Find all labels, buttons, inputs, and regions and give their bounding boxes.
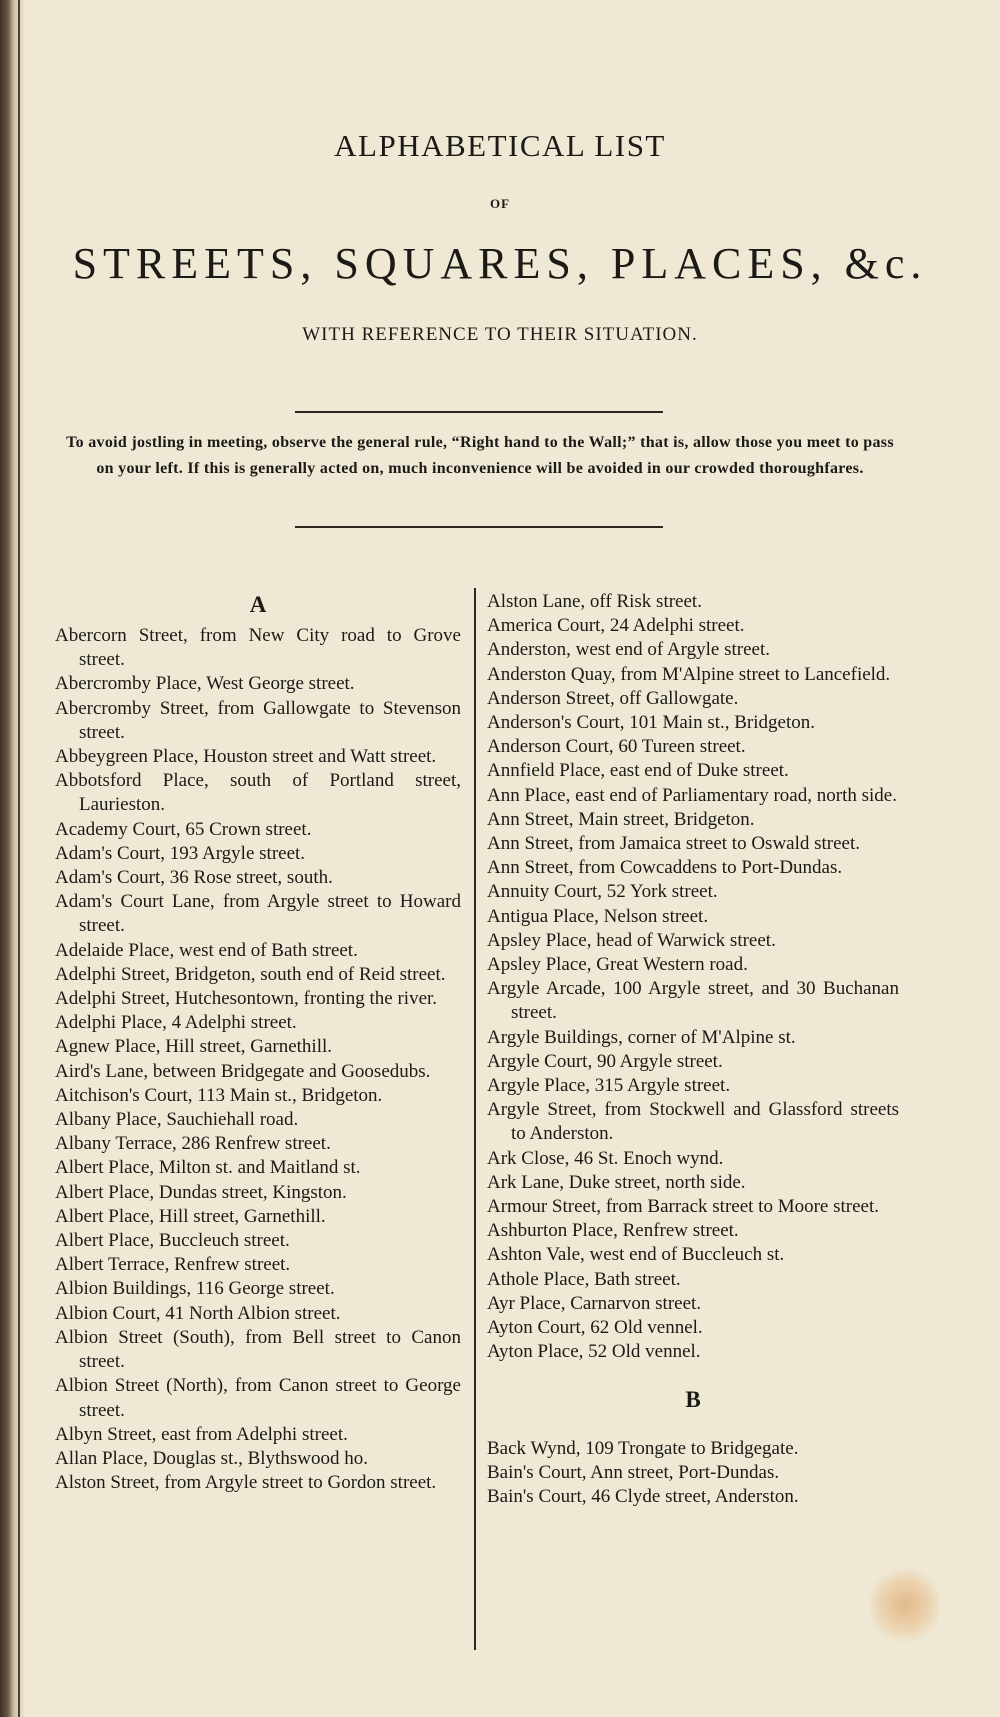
street-entry: Ann Street, from Cowcaddens to Port-Dundas. xyxy=(487,857,843,879)
street-entry: Albion Street (South), from Bell street to Canon street. xyxy=(55,1326,461,1373)
subtitle: WITH REFERENCE TO THEIR SITUATION. xyxy=(302,324,698,345)
street-entry: Adelphi Place, 4 Adelphi street. xyxy=(55,1012,297,1034)
street-entry: Ayton Court, 62 Old vennel. xyxy=(487,1317,703,1339)
street-entry: Aird's Lane, between Bridgegate and Goosedubs. xyxy=(55,1060,431,1082)
street-entry: Apsley Place, head of Warwick street. xyxy=(487,929,776,951)
street-entry: Anderson Court, 60 Tureen street. xyxy=(487,736,746,758)
street-entry: Argyle Street, from Stockwell and Glassford streets to Anderston. xyxy=(487,1099,899,1145)
street-entry: Academy Court, 65 Crown street. xyxy=(55,818,312,840)
top-rule xyxy=(295,411,663,413)
street-entry: Bain's Court, Ann street, Port-Dundas. xyxy=(487,1461,780,1483)
street-entry: Armour Street, from Barrack street to Moore street. xyxy=(487,1196,880,1218)
street-entry: Adelaide Place, west end of Bath street. xyxy=(55,939,358,961)
street-entry: Argyle Arcade, 100 Argyle street, and 30 Buchanan street. xyxy=(487,978,899,1024)
street-entry: Bain's Court, 46 Clyde street, Anderston. xyxy=(487,1485,799,1507)
street-entry: Argyle Place, 315 Argyle street. xyxy=(487,1075,731,1097)
street-entry: America Court, 24 Adelphi street. xyxy=(487,615,745,637)
street-entry: Allan Place, Douglas st., Blythswood ho. xyxy=(55,1447,368,1469)
street-entry: Adam's Court Lane, from Argyle street to Howard street. xyxy=(55,891,461,937)
street-entry: Ashton Vale, west end of Buccleuch st. xyxy=(487,1244,785,1266)
street-entry: Albert Place, Hill street, Garnethill. xyxy=(55,1205,326,1227)
street-entry: Albyn Street, east from Adelphi street. xyxy=(55,1423,348,1445)
street-entry: Ark Lane, Duke street, north side. xyxy=(487,1171,746,1193)
street-entry: Annfield Place, east end of Duke street. xyxy=(487,760,789,782)
street-entry: Albert Place, Milton st. and Maitland st. xyxy=(55,1157,361,1179)
street-entry: Ann Street, Main street, Bridgeton. xyxy=(487,808,755,830)
street-entry: Adelphi Street, Bridgeton, south end of Reid street. xyxy=(55,963,446,985)
bottom-rule xyxy=(295,526,663,528)
street-entry: Argyle Buildings, corner of M'Alpine st. xyxy=(487,1026,796,1048)
street-entry: Albert Terrace, Renfrew street. xyxy=(55,1254,291,1276)
right-entry-list-a xyxy=(487,590,899,1365)
street-entry: Athole Place, Bath street. xyxy=(487,1268,681,1290)
street-entry: Ayton Place, 52 Old vennel. xyxy=(487,1341,701,1363)
street-entry: Albion Street (North), from Canon street to George street. xyxy=(55,1375,461,1421)
street-entry: Ann Place, east end of Parliamentary road, north side. xyxy=(487,784,897,806)
street-entry: Antigua Place, Nelson street. xyxy=(487,905,709,927)
notice-paragraph: To avoid jostling in meeting, observe the general rule, “Right hand to the Wall;” that is, allow those you meet to pass on your left. If this is generally acted on, much inconvenience will be avoided in our crowded thoroughfares. xyxy=(66,434,894,477)
street-entry: Alston Lane, off Risk street. xyxy=(487,591,702,612)
right-column xyxy=(487,590,899,1509)
street-entry: Agnew Place, Hill street, Garnethill. xyxy=(55,1036,333,1058)
street-entry: Abercromby Street, from Gallowgate to Stevenson street. xyxy=(55,697,461,743)
street-entry: Anderson Street, off Gallowgate. xyxy=(487,687,739,709)
street-entry: Annuity Court, 52 York street. xyxy=(487,881,718,903)
street-entry: Albion Court, 41 North Albion street. xyxy=(55,1302,341,1324)
left-entry-list xyxy=(55,624,461,1495)
street-entry: Ark Close, 46 St. Enoch wynd. xyxy=(487,1147,724,1169)
left-column xyxy=(55,590,461,1495)
title-of: OF xyxy=(489,196,511,211)
column-divider xyxy=(474,588,476,1650)
street-entry: Alston Street, from Argyle street to Gordon street. xyxy=(55,1472,437,1494)
section-heading-a: A xyxy=(249,592,267,617)
street-entry: Adam's Court, 193 Argyle street. xyxy=(55,842,306,864)
street-entry: Aitchison's Court, 113 Main st., Bridgeton. xyxy=(55,1084,383,1106)
street-entry: Albert Place, Buccleuch street. xyxy=(55,1230,290,1252)
title-line-1: ALPHABETICAL LIST xyxy=(334,128,666,163)
street-entry: Adam's Court, 36 Rose street, south. xyxy=(55,867,333,889)
street-entry: Albert Place, Dundas street, Kingston. xyxy=(55,1181,347,1203)
street-entry: Anderson's Court, 101 Main st., Bridgeton. xyxy=(487,712,815,734)
street-entry: Abercromby Place, West George street. xyxy=(55,673,355,695)
street-entry: Apsley Place, Great Western road. xyxy=(487,954,748,976)
section-heading-b: B xyxy=(685,1386,701,1412)
street-entry: Abbotsford Place, south of Portland street, Laurieston. xyxy=(55,770,461,816)
street-entry: Albion Buildings, 116 George street. xyxy=(55,1278,335,1300)
street-entry: Ayr Place, Carnarvon street. xyxy=(487,1292,702,1314)
street-entry: Anderston Quay, from M'Alpine street to Lancefield. xyxy=(487,663,891,685)
street-entry: Albany Terrace, 286 Renfrew street. xyxy=(55,1133,331,1155)
street-entry: Albany Place, Sauchiehall road. xyxy=(55,1109,299,1131)
street-entry: Ashburton Place, Renfrew street. xyxy=(487,1220,739,1242)
paper-stain xyxy=(870,1565,940,1645)
right-entry-list-b xyxy=(487,1437,899,1510)
title-line-2: STREETS, SQUARES, PLACES, &c. xyxy=(72,239,928,288)
street-entry: Adelphi Street, Hutchesontown, fronting the river. xyxy=(55,988,438,1010)
street-entry: Abercorn Street, from New City road to Grove street. xyxy=(55,625,461,671)
street-entry: Ann Street, from Jamaica street to Oswald street. xyxy=(487,833,861,855)
street-entry: Argyle Court, 90 Argyle street. xyxy=(487,1050,723,1072)
street-entry: Abbeygreen Place, Houston street and Watt street. xyxy=(55,746,437,768)
street-entry: Anderston, west end of Argyle street. xyxy=(487,639,771,661)
street-entry: Back Wynd, 109 Trongate to Bridgegate. xyxy=(487,1437,799,1459)
